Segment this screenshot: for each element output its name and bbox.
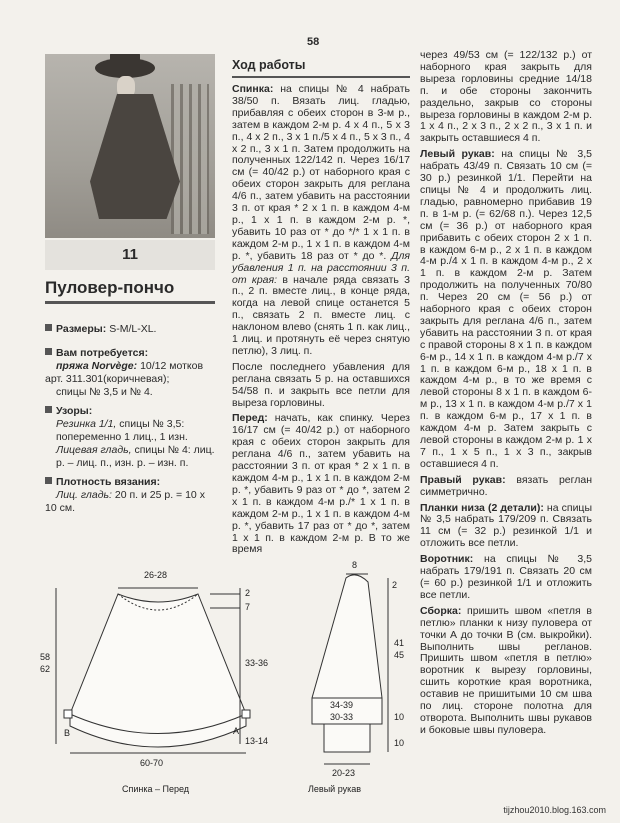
assembly-label: Сборка: [420, 604, 462, 617]
stockinette-label: Лицевая гладь, [56, 444, 132, 456]
gauge-label: Плотность вязания: [56, 476, 161, 488]
yarn-text: 10/12 мотков арт. 311.301(коричневая); [45, 360, 204, 385]
rib-text: спицы № 3,5: попеременно 1 лиц., 1 изн. [56, 418, 188, 443]
decrease-note-text: в начале ряда связать 3 п., 2 п. вместе лиц., в конце ряда, когда на левой спице останется 5 п., связать 2 п. вместе лиц. с наклоном влево (снять 1 п. как лиц., 1 лиц. и протянуть её через снятую петлю), 3 лиц. п. [232, 273, 410, 357]
sleeve-41-label: 41 [394, 638, 405, 648]
dim-7-label: 7 [245, 602, 251, 612]
front-label: Перед: [232, 412, 268, 425]
left-sleeve-label: Левый рукав: [420, 148, 495, 161]
front-text: начать, как спинку. Через 16/17 см (= 40/42 р.) от наборного края с обеих сторон закрыть для реглана 4/6 п., затем убавить на расстоянии 3 п. от края * 2 х 1 п. в каждом 4-м р., 1 х 1 п. в каждом 2-м р. *, убавить 9 раз от * до *, затем 2 х 1 п. в каждом 4-м р./* 1 х 1 п. в каждом 2-м р., 1 х 1 п. в каждом 4-м р. *, убавить 17 раз от * до *, затем 1 х 1 п. в каждом 2-м р. В то же время [232, 412, 410, 556]
materials-label: Вам потребуется: [56, 347, 149, 359]
stockinette-text: спицы № 4: лиц. р. – лиц. п., изн. р. – изн. п. [56, 444, 215, 469]
top-width-label: 26-28 [144, 570, 168, 580]
page-number: 58 [307, 36, 320, 48]
planks-label: Планки низа (2 детали): [420, 501, 544, 514]
sleeve-bottom-label: 20-23 [332, 768, 356, 778]
gauge-stitch-label: Лиц. гладь: [56, 489, 112, 501]
planks-text: на спицы № 3,5 набрать 179/209 п. Связать 11 см (= 32 р.) резинкой 1/1 и отложить все петли. [420, 501, 592, 550]
dim-2-label: 2 [245, 588, 251, 598]
patterns-label: Узоры: [56, 405, 93, 417]
back-text: на спицы № 4 набрать 38/50 п. Вязать лиц. гладью, прибавляя с обеих сторон в 3-м р., затем в каждом 2-м р. 4 х 4 п., 5 х 3 п., 4 х 2 п., 3 х 1 п./5 х 4 п., 5 х 3 п., 4 х 2 п., 3 х 1 п. Затем продолжить на полученных 122/142 п. Через 16/17 см (= 40/42 р.) от наборного края с обеих сторон закрыть для реглана 4/6 п., затем убавить на расстоянии 3 п. от края * 2 х 1 п. в каждом 4-м р., 1 х 1 п. в каждом 2-м р. *, убавить 10 раз от * до */* 1 х 1 п. в каждом 2-м р., 1 х 1 п. в каждом 4-м р. *, убавить 18 раз от * до *. [232, 83, 411, 262]
model-photo [45, 54, 215, 238]
back-finish-text: После последнего убавления для реглана связать 5 р. на оставшихся 54/58 п. и закрыть все петли для выреза горловины. [232, 360, 410, 409]
collar-text: на спицы № 3,5 набрать 179/191 п. Связать 20 см (= 60 р.) резинкой 1/1 и отложить все петли. [420, 553, 592, 601]
sleeve-caption: Левый рукав [308, 784, 362, 794]
body-schematic [40, 548, 280, 808]
sleeve-10b-label: 10 [394, 738, 405, 748]
sleeve-10-label: 10 [394, 712, 405, 722]
patterns-section [45, 405, 217, 470]
point-a-marker [242, 710, 250, 718]
assembly-text: пришить швом «петля в петлю» планки к низу пуловера от точки А до точки В (см. выкройки). Выполнить швы регланов. Пришить швом «петля в петлю» воротник к вырезу горловины, сшить короткие края воротника, оставив не пришитыми 10 см шва по лиц. стороне полотна для отворота. Выполнить швы рукавов и боковые швы пуловера. [420, 604, 592, 736]
sleeve-schematic [288, 548, 428, 808]
total-height-b-label: 62 [40, 664, 51, 674]
sleeve-45-label: 45 [394, 650, 405, 660]
sleeve-34-label: 34-39 [330, 700, 354, 710]
sleeve-cuff [324, 724, 370, 752]
sizes-value: S-M/L-XL. [109, 323, 157, 335]
sizes-section [45, 323, 217, 336]
sizes-label: Размеры: [56, 323, 107, 335]
bottom-band-label: 13-14 [245, 736, 269, 746]
pattern-title: Пуловер-пончо [45, 278, 175, 297]
right-sleeve-text: вязать реглан симметрично. [420, 473, 593, 498]
gauge-stitch-text: 20 п. и 25 р. = 10 х 10 см. [45, 489, 205, 514]
front-continued-text: через 49/53 см (= 122/132 р.) от наборного края закрыть для выреза горловины средние 14/18 п. и обе стороны закончить раздельно, закрыв со стороны выреза горловины в каждом 2-м р. 1 х 4 п., 2 х 3 п., 2 х 2 п., 3 х 1 п. и закрыть оставшиеся 4 п. [420, 49, 592, 145]
collar-label: Воротник: [420, 553, 474, 566]
sleeve-top-label: 8 [352, 560, 358, 570]
body-caption: Спинка – Перед [122, 784, 190, 794]
back-label: Спинка: [232, 83, 274, 95]
total-height-a-label: 58 [40, 652, 51, 662]
bottom-width-label: 60-70 [140, 758, 164, 768]
instructions-column-2 [420, 50, 592, 741]
sleeve-30-label: 30-33 [330, 712, 354, 722]
hat-brim [95, 58, 155, 78]
needles-text: спицы № 3,5 и № 4. [56, 386, 153, 398]
sleeve-dim-2-label: 2 [392, 580, 398, 590]
right-sleeve-label: Правый рукав: [420, 473, 506, 486]
yarn-label: пряжа Norvège: [56, 360, 138, 372]
poncho-garment [90, 94, 180, 219]
pattern-number: 11 [45, 240, 215, 270]
rib-label: Резинка 1/1, [56, 418, 117, 430]
clothes-rack-image [171, 84, 209, 234]
work-heading: Ход работы [232, 58, 410, 78]
footer-url: tijzhou2010.blog.163.com [503, 805, 606, 815]
materials-section [45, 347, 217, 399]
point-b-marker [64, 710, 72, 718]
bullet-square-icon [45, 324, 52, 331]
bullet-square-icon [45, 406, 52, 413]
body-height-label: 33-36 [245, 658, 269, 668]
instructions-column-1 [232, 84, 410, 560]
gauge-section [45, 476, 217, 515]
point-b-label: B [64, 728, 71, 738]
bullet-square-icon [45, 477, 52, 484]
point-a-label: A [233, 726, 240, 736]
decrease-note-label: Для убавления 1 п. на расстоянии 3 п. от края: [232, 249, 410, 286]
bullet-square-icon [45, 348, 52, 355]
left-sleeve-text: на спицы № 3,5 набрать 43/49 п. Связать 10 см (= 30 р.) резинкой 1/1. Перейти на спицы № 4 и продолжить лиц. гладью, равномерно прибавив 19 п. в 1-м р. (= 62/68 п.). Через 12,5 см (= 36 р.) от наборного края прибавить с обеих сторон 2 х 1 п. в каждом 6-м р., 2 х 1 п. в каждом 4-м р./4 х 1 п. в каждом 4-м р., 2 х 1 п. в каждом 2-м р. Затем продолжить на полученных 70/80 п. Через 20 см (= 56 р.) от наборного края с обеих сторон закрыть для реглана 4/6 п., затем убавить на расстоянии 3 п. от края с правой стороны 8 х 1 п. в каждом 6-м р., 14 х 1 п. в каждом 4-м р./7 х 1 п. в каждом 6-м р., 18 х 1 п. в каждом 4-м р., в то же время с левой стороны 8 х 1 п. в каждом 6-м р., 13 х 1 п. в каждом 4-м р./7 х 1 п. в каждом 6-м р., 17 х 1 п. в каждом 4-м р. Затем закрыть с левой стороны в каждом 2-м р. 1 х 7 п., 1 х 5 п., 1 х 3 п., закрыв оставшиеся 4 п. [420, 148, 592, 470]
